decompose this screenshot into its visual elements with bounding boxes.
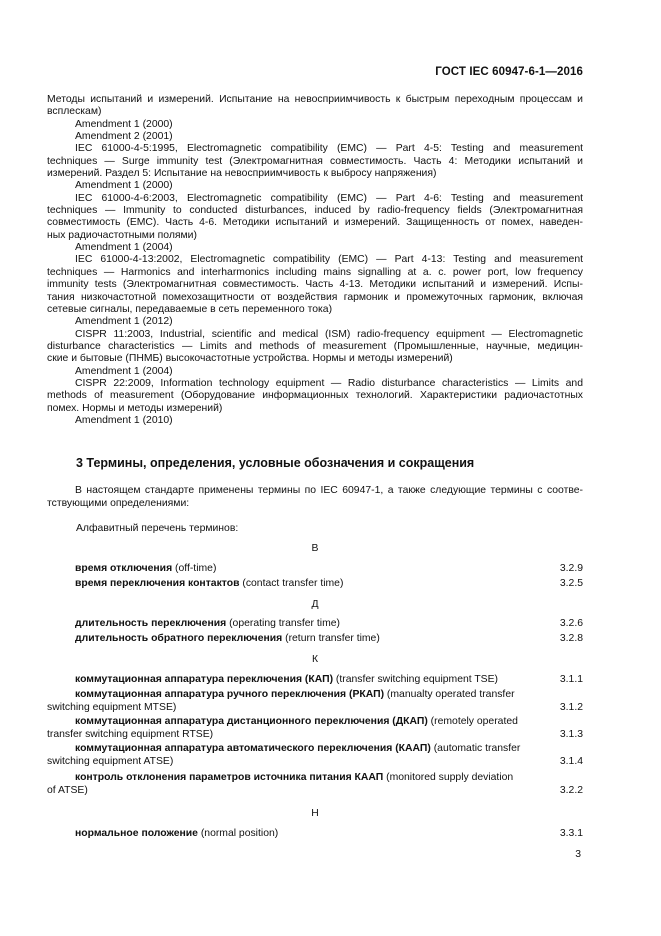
term-entry: [47, 689, 583, 714]
text-line: помех. Нормы и методы измерений): [47, 402, 223, 414]
reference-entry: [47, 193, 583, 242]
text-line: В настоящем стандарте применены термины по IEC 60947-1, а также следующие термины с соотве-: [75, 485, 583, 496]
alphabetical-index-title: Алфавитный перечень терминов:: [76, 523, 239, 534]
text-line: immunity tests (Электромагнитная совместимость. Часть 4-13. Методики испытаний и измерений. Испы-: [47, 279, 583, 291]
text-line: IEC 61000-4-5:1995, Electromagnetic compatibility (EMC) — Part 4-5: Testing and measurement: [75, 143, 583, 155]
text-line: IEC 61000-4-6:2003, Electromagnetic compatibility (EMC) — Part 4-6: Testing and measurement: [75, 192, 583, 204]
term-english: (return transfer time): [282, 633, 380, 644]
amendment-line: Amendment 1 (2004): [75, 365, 173, 377]
term-name: коммутационная аппаратура автоматического переключения (КААП): [75, 743, 431, 754]
text-line: IEC 61000-4-13:2002, Electromagnetic compatibility (EMC) — Part 4-13: Testing and measurement: [75, 254, 583, 266]
section-heading: 3 Термины, определения, условные обозначения и сокращения: [76, 456, 475, 470]
index-letter-n: Н: [311, 808, 319, 819]
term-line: [47, 828, 583, 841]
term-ref: 3.1.4: [559, 755, 583, 767]
term-entry: [47, 633, 583, 646]
text-line: methods of measurement (Оборудование информационных технологий. Характеристики радиочастотных: [47, 390, 583, 402]
term-name: нормальное положение: [75, 828, 198, 839]
term-name: контроль отклонения параметров источника питания КААП: [75, 772, 384, 783]
term-entry: [47, 743, 583, 768]
reference-continuation: [47, 94, 583, 119]
text-line: techniques — Surge immunity test (Электромагнитная совместимость. Часть 4: Методики испытаний и: [47, 155, 583, 167]
term-english-cont: switching equipment MTSE): [47, 701, 177, 713]
page-number: 3: [575, 849, 581, 860]
term-ref: 3.2.6: [559, 618, 583, 629]
term-name: время отключения: [75, 563, 173, 574]
text-line: CISPR 11:2003, Industrial, scientific and medical (ISM) radio-frequency equipment — Electromagnetic: [75, 328, 583, 340]
term-english: (off-time): [172, 563, 217, 574]
term-entry: [47, 563, 583, 576]
term-english: (normal position): [197, 828, 279, 839]
term-name: коммутационная аппаратура дистанционного переключения (ДКАП): [75, 716, 428, 727]
reference-entry: [47, 254, 583, 316]
term-english: (contact transfer time): [239, 578, 344, 589]
index-letter-k: К: [311, 654, 319, 665]
term-entry: [47, 828, 583, 841]
term-ref: 3.2.9: [559, 563, 583, 574]
text-line: тания низкочастотной помехозащитности от воздействия гармоник и промежуточных гармоник, включая: [47, 291, 583, 303]
text-line: ские и бытовые (ПНМБ) высокочастотные устройства. Нормы и методы измерений): [47, 353, 453, 365]
text-line: disturbance characteristics — Limits and methods of measurement (Промышленные, научные, медицин-: [47, 340, 583, 352]
standard-header: ГОСТ IEC 60947-6-1—2016: [435, 66, 583, 78]
text-line: всплескам): [47, 106, 102, 118]
term-english: (remotely operated: [427, 716, 518, 727]
text-line: techniques — Immunity to conducted disturbances, induced by radio-frequency fields (Электромагнитная: [47, 205, 583, 217]
term-entry: [47, 716, 583, 741]
index-letter-d: Д: [311, 599, 319, 610]
text-line: Методы испытаний и измерений. Испытание на невосприимчивость к быстрым переходным процессам и: [47, 94, 583, 105]
normative-references: [47, 94, 583, 427]
term-english: (transfer switching equipment TSE): [333, 674, 499, 685]
term-line: [47, 729, 583, 742]
amendment-line: Amendment 1 (2010): [75, 414, 173, 426]
term-ref: 3.1.3: [559, 728, 583, 740]
term-line: [47, 674, 583, 687]
term-english: (manualty operated transfer: [384, 689, 515, 700]
term-english: (operating transfer time): [226, 618, 340, 629]
term-line: [47, 578, 583, 591]
term-line: [47, 702, 583, 715]
term-ref: 3.2.2: [559, 784, 583, 796]
index-letter-v: В: [311, 543, 319, 554]
text-line: сетевые сигналы, передаваемые в сеть переменного тока): [47, 303, 333, 315]
intro-paragraph: [47, 485, 583, 510]
term-entry: [47, 618, 583, 631]
term-line: [47, 563, 583, 576]
term-entry: [47, 772, 583, 797]
text-line: тствующими определениями:: [47, 497, 190, 509]
reference-entry: [47, 329, 583, 366]
term-english-cont: switching equipment ATSE): [47, 755, 174, 767]
term-english-cont: transfer switching equipment RTSE): [47, 728, 214, 740]
text-line: CISPR 22:2009, Information technology equipment — Radio disturbance characteristics — Limits and: [75, 377, 583, 389]
text-line: techniques — Harmonics and interharmonics including mains signalling at a. c. power port, low frequency: [47, 266, 583, 278]
amendment-line: Amendment 1 (2004): [75, 242, 173, 254]
amendment-line: Amendment 2 (2001): [75, 131, 173, 143]
amendment-line: Amendment 1 (2000): [75, 180, 173, 192]
reference-entry: [47, 143, 583, 180]
text-line: измерений. Раздел 5: Испытание на невосприимчивость к выбросу напряжения): [47, 168, 437, 180]
term-line: [47, 716, 583, 729]
term-name: коммутационная аппаратура ручного переключения (РКАП): [75, 689, 385, 700]
term-line: [47, 756, 583, 769]
term-ref: 3.1.1: [559, 674, 583, 685]
term-name: коммутационная аппаратура переключения (КАП): [75, 674, 334, 685]
term-line: [47, 743, 583, 756]
term-entry: [47, 674, 583, 687]
term-ref: 3.1.2: [559, 701, 583, 713]
term-line: [47, 772, 583, 785]
term-name: длительность обратного переключения: [75, 633, 283, 644]
term-line: [47, 689, 583, 702]
term-name: время переключения контактов: [75, 578, 240, 589]
text-line: ных радиочастотными полями): [47, 229, 197, 241]
reference-entry: [47, 378, 583, 415]
text-line: совместимость (ЕМС). Часть 4-6. Методики испытаний и измерений. Защищенность от помех, наведен-: [47, 217, 583, 229]
term-ref: 3.3.1: [559, 828, 583, 839]
term-line: [47, 633, 583, 646]
term-english: (automatic transfer: [430, 743, 521, 754]
term-english: (monitored supply deviation: [383, 772, 514, 783]
amendment-line: Amendment 1 (2012): [75, 316, 173, 328]
term-line: [47, 785, 583, 798]
term-english-cont: of ATSE): [47, 784, 88, 796]
term-name: длительность переключения: [75, 618, 227, 629]
term-line: [47, 618, 583, 631]
term-ref: 3.2.5: [559, 578, 583, 589]
term-entry: [47, 578, 583, 591]
term-ref: 3.2.8: [559, 633, 583, 644]
amendment-line: Amendment 1 (2000): [75, 118, 173, 130]
